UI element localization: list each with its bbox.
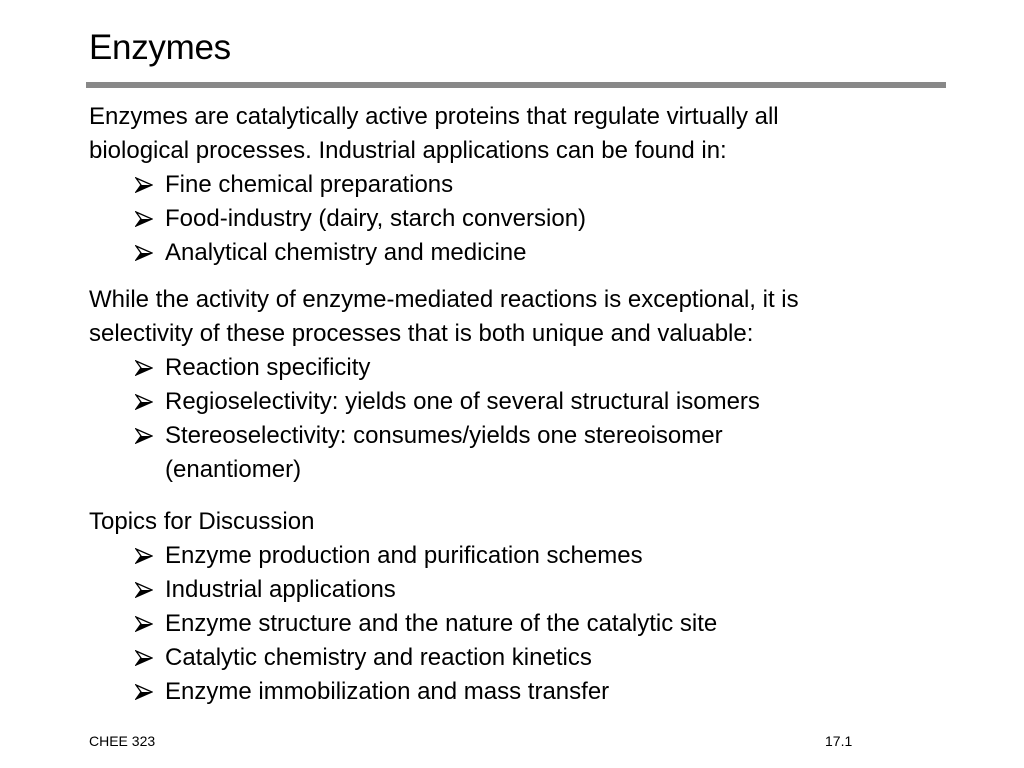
intro-line: While the activity of enzyme-mediated reactions is exceptional, it is <box>89 286 799 313</box>
arrowhead-bullet-icon <box>135 428 153 444</box>
arrowhead-bullet-icon <box>135 582 153 598</box>
section-heading <box>89 505 949 539</box>
section-intro <box>89 100 949 168</box>
arrowhead-bullet-icon <box>135 616 153 632</box>
arrowhead-bullet-icon <box>135 394 153 410</box>
slide-body <box>89 100 949 709</box>
intro-line: selectivity of these processes that is both unique and valuable: <box>89 320 754 347</box>
arrowhead-bullet-icon <box>135 650 153 666</box>
list-item <box>89 385 949 419</box>
slide-title: Enzymes <box>89 28 231 67</box>
arrowhead-bullet-icon <box>135 684 153 700</box>
intro-line: Enzymes are catalytically active proteins that regulate virtually all <box>89 103 779 130</box>
bullet-list <box>89 168 949 270</box>
intro-line: biological processes. Industrial applications can be found in: <box>89 137 727 164</box>
arrowhead-bullet-icon <box>135 360 153 376</box>
list-item <box>89 351 949 385</box>
list-item <box>89 573 949 607</box>
arrowhead-bullet-icon <box>135 245 153 261</box>
footer-course: CHEE 323 <box>89 733 156 749</box>
list-item <box>89 202 949 236</box>
bullet-text: Industrial applications <box>165 576 396 603</box>
section-topics <box>89 505 949 709</box>
bullet-list <box>89 351 949 487</box>
list-item <box>89 419 949 487</box>
list-item <box>89 168 949 202</box>
arrowhead-bullet-icon <box>135 548 153 564</box>
bullet-text: Regioselectivity: yields one of several structural isomers <box>165 388 760 415</box>
list-item <box>89 607 949 641</box>
section-intro <box>89 283 949 351</box>
bullet-text: Reaction specificity <box>165 354 371 381</box>
arrowhead-bullet-icon <box>135 211 153 227</box>
arrowhead-bullet-icon <box>135 177 153 193</box>
list-item <box>89 675 949 709</box>
footer-slide-number: 17.1 <box>825 733 853 749</box>
section-applications <box>89 100 949 270</box>
list-item <box>89 641 949 675</box>
bullet-text: Enzyme immobilization and mass transfer <box>165 678 610 705</box>
bullet-text: Analytical chemistry and medicine <box>165 239 527 266</box>
bullet-text: Food-industry (dairy, starch conversion) <box>165 205 587 232</box>
bullet-list <box>89 539 949 709</box>
list-item <box>89 236 949 270</box>
bullet-text: Fine chemical preparations <box>165 171 454 198</box>
bullet-text: Catalytic chemistry and reaction kinetics <box>165 644 592 671</box>
bullet-text: Enzyme structure and the nature of the catalytic site <box>165 610 718 637</box>
title-divider <box>86 82 946 88</box>
intro-line: Topics for Discussion <box>89 508 315 535</box>
list-item <box>89 539 949 573</box>
bullet-text: Enzyme production and purification schemes <box>165 542 643 569</box>
bullet-text: Stereoselectivity: consumes/yields one stereoisomer (enantiomer) <box>165 422 723 483</box>
section-selectivity <box>89 283 949 487</box>
